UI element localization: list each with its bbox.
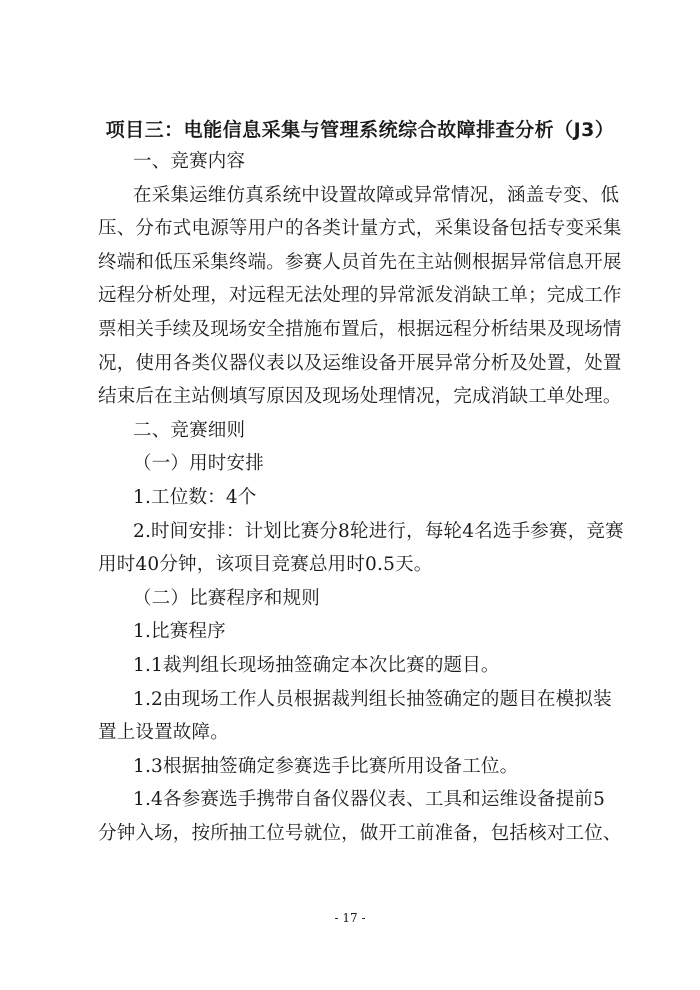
paragraph-line: 压、分布式电源等用户的各类计量方式，采集设备包括专变采集 — [98, 218, 622, 240]
paragraph-line: 票相关手续及现场安全措施布置后，根据远程分析结果及现场情 — [98, 318, 622, 340]
paragraph-line: 置上设置故障。 — [98, 722, 229, 744]
paragraph-line: 远程分析处理，对远程无法处理的异常派发消缺工单；完成工作 — [98, 285, 622, 307]
paragraph-line: 2.时间安排：计划比赛分8轮进行，每轮4名选手参赛，竞赛 — [133, 520, 624, 542]
page-number: - 17 - — [334, 911, 366, 925]
paragraph-line: 况，使用各类仪器仪表以及运维设备开展异常分析及处置，处置 — [98, 352, 622, 374]
paragraph-line: 结束后在主站侧填写原因及现场处理情况，完成消缺工单处理。 — [98, 386, 622, 408]
paragraph-line: 用时40分钟，该项目竞赛总用时0.5天。 — [98, 554, 433, 576]
paragraph-line: 终端和低压采集终端。参赛人员首先在主站侧根据异常信息开展 — [98, 251, 622, 273]
paragraph-line: 在采集运维仿真系统中设置故障或异常情况，涵盖专变、低 — [133, 184, 620, 206]
paragraph-line: （二）比赛程序和规则 — [133, 587, 321, 609]
paragraph-line: 1.比赛程序 — [133, 621, 226, 643]
paragraph-line: 1.3根据抽签确定参赛选手比赛所用设备工位。 — [133, 755, 519, 777]
document-title: 项目三：电能信息采集与管理系统综合故障排查分析（J3） — [105, 119, 615, 141]
paragraph-line: 二、竞赛细则 — [133, 419, 246, 441]
document-body — [98, 145, 624, 850]
paragraph-line: 分钟入场，按所抽工位号就位，做开工前准备，包括核对工位、 — [98, 822, 622, 844]
paragraph-line: 1.工位数：4个 — [133, 486, 257, 508]
paragraph-line: （一）用时安排 — [133, 453, 264, 475]
paragraph-line: 1.1裁判组长现场抽签确定本次比赛的题目。 — [133, 654, 500, 676]
paragraph-line: 一、竞赛内容 — [133, 151, 246, 172]
paragraph-line: 1.4各参赛选手携带自备仪器仪表、工具和运维设备提前5 — [133, 789, 606, 811]
paragraph-line: 1.2由现场工作人员根据裁判组长抽签确定的题目在模拟装 — [133, 688, 612, 710]
